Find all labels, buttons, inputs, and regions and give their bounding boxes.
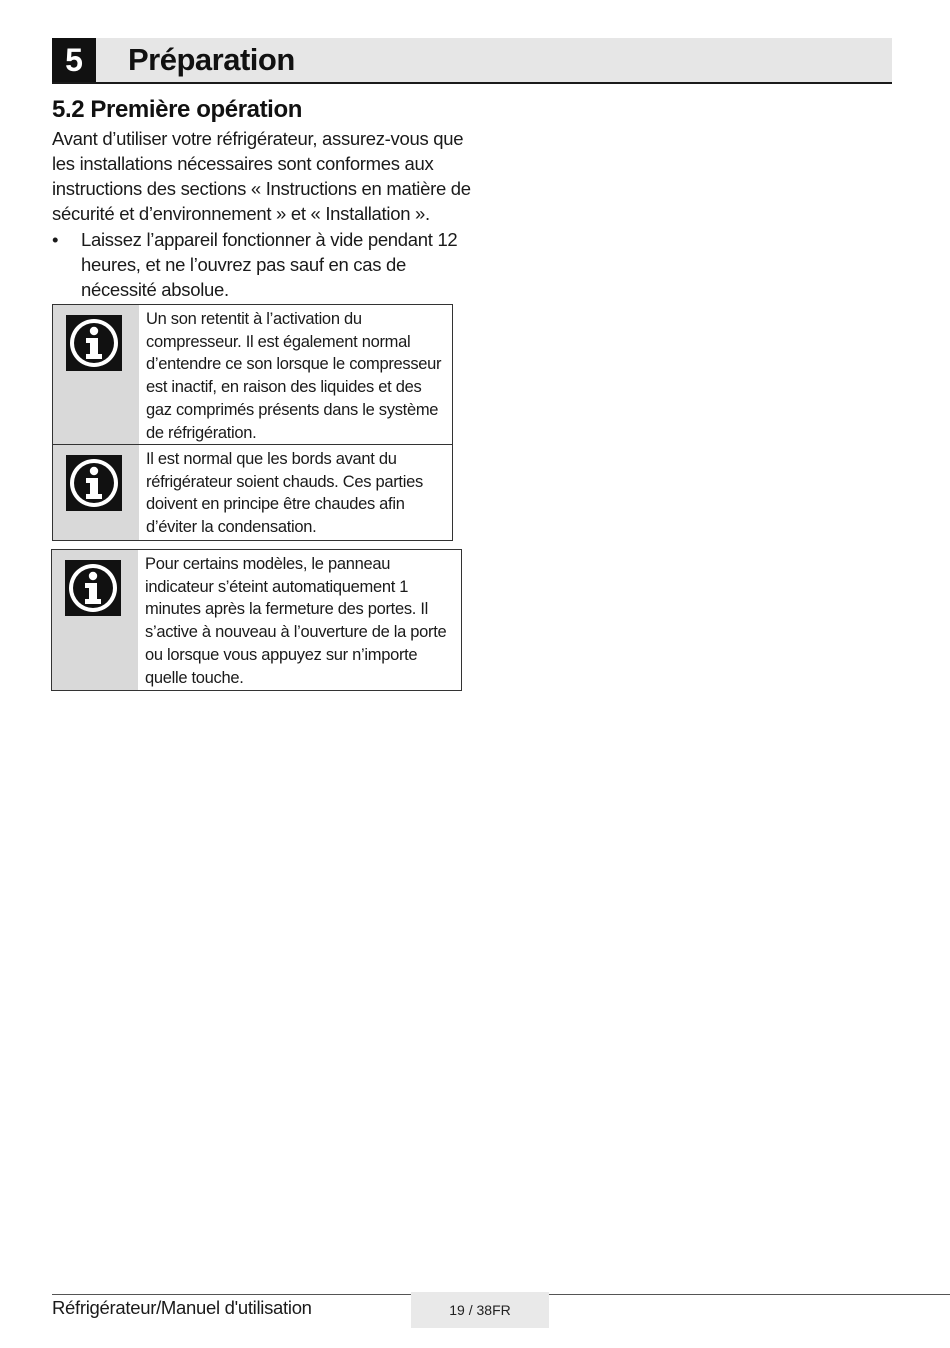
note-row — [53, 305, 452, 445]
chapter-number: 5 — [52, 38, 96, 82]
note-icon-cell — [53, 445, 139, 540]
bullet-symbol: • — [52, 229, 59, 250]
info-icon — [66, 455, 122, 511]
chapter-header — [52, 38, 892, 84]
note-icon-cell — [53, 305, 139, 444]
note-table-1 — [52, 304, 453, 541]
info-icon — [65, 560, 121, 616]
footer-title: Réfrigérateur/Manuel d'utilisation — [52, 1297, 312, 1318]
info-icon — [66, 315, 122, 371]
section-title: 5.2 Première opération — [52, 96, 302, 123]
note-text: Il est normal que les bords avant du réfrigérateur soient chauds. Ces parties doivent en principe être chaudes afin d’éviter la condensation. — [146, 450, 423, 537]
note-table-2 — [51, 549, 462, 691]
page-number: 19 / 38FR — [411, 1292, 549, 1328]
chapter-title: Préparation — [128, 42, 295, 77]
note-text: Un son retentit à l’activation du compresseur. Il est également normal d’entendre ce son lorsque le compresseur est inactif, en raison des liquides et des gaz comprimés présents dans le système de réfrigération. — [146, 310, 442, 442]
bullet-item — [52, 227, 462, 302]
note-row — [53, 445, 452, 540]
note-row — [52, 550, 461, 690]
bullet-text: Laissez l’appareil fonctionner à vide pendant 12 heures, et ne l’ouvrez pas sauf en cas de nécessité absolue. — [81, 229, 458, 300]
note-text: Pour certains modèles, le panneau indicateur s’éteint automatiquement 1 minutes après la fermeture des portes. Il s’active à nouveau à l’ouverture de la porte ou lorsque vous appuyez sur n’importe quelle touche. — [145, 555, 447, 687]
intro-paragraph: Avant d’utiliser votre réfrigérateur, assurez-vous que les installations nécessaires sont conformes aux instructions des sections « Instructions en matière de sécurité et d’environnement » et « Installation ». — [52, 128, 471, 224]
note-icon-cell — [52, 550, 138, 690]
